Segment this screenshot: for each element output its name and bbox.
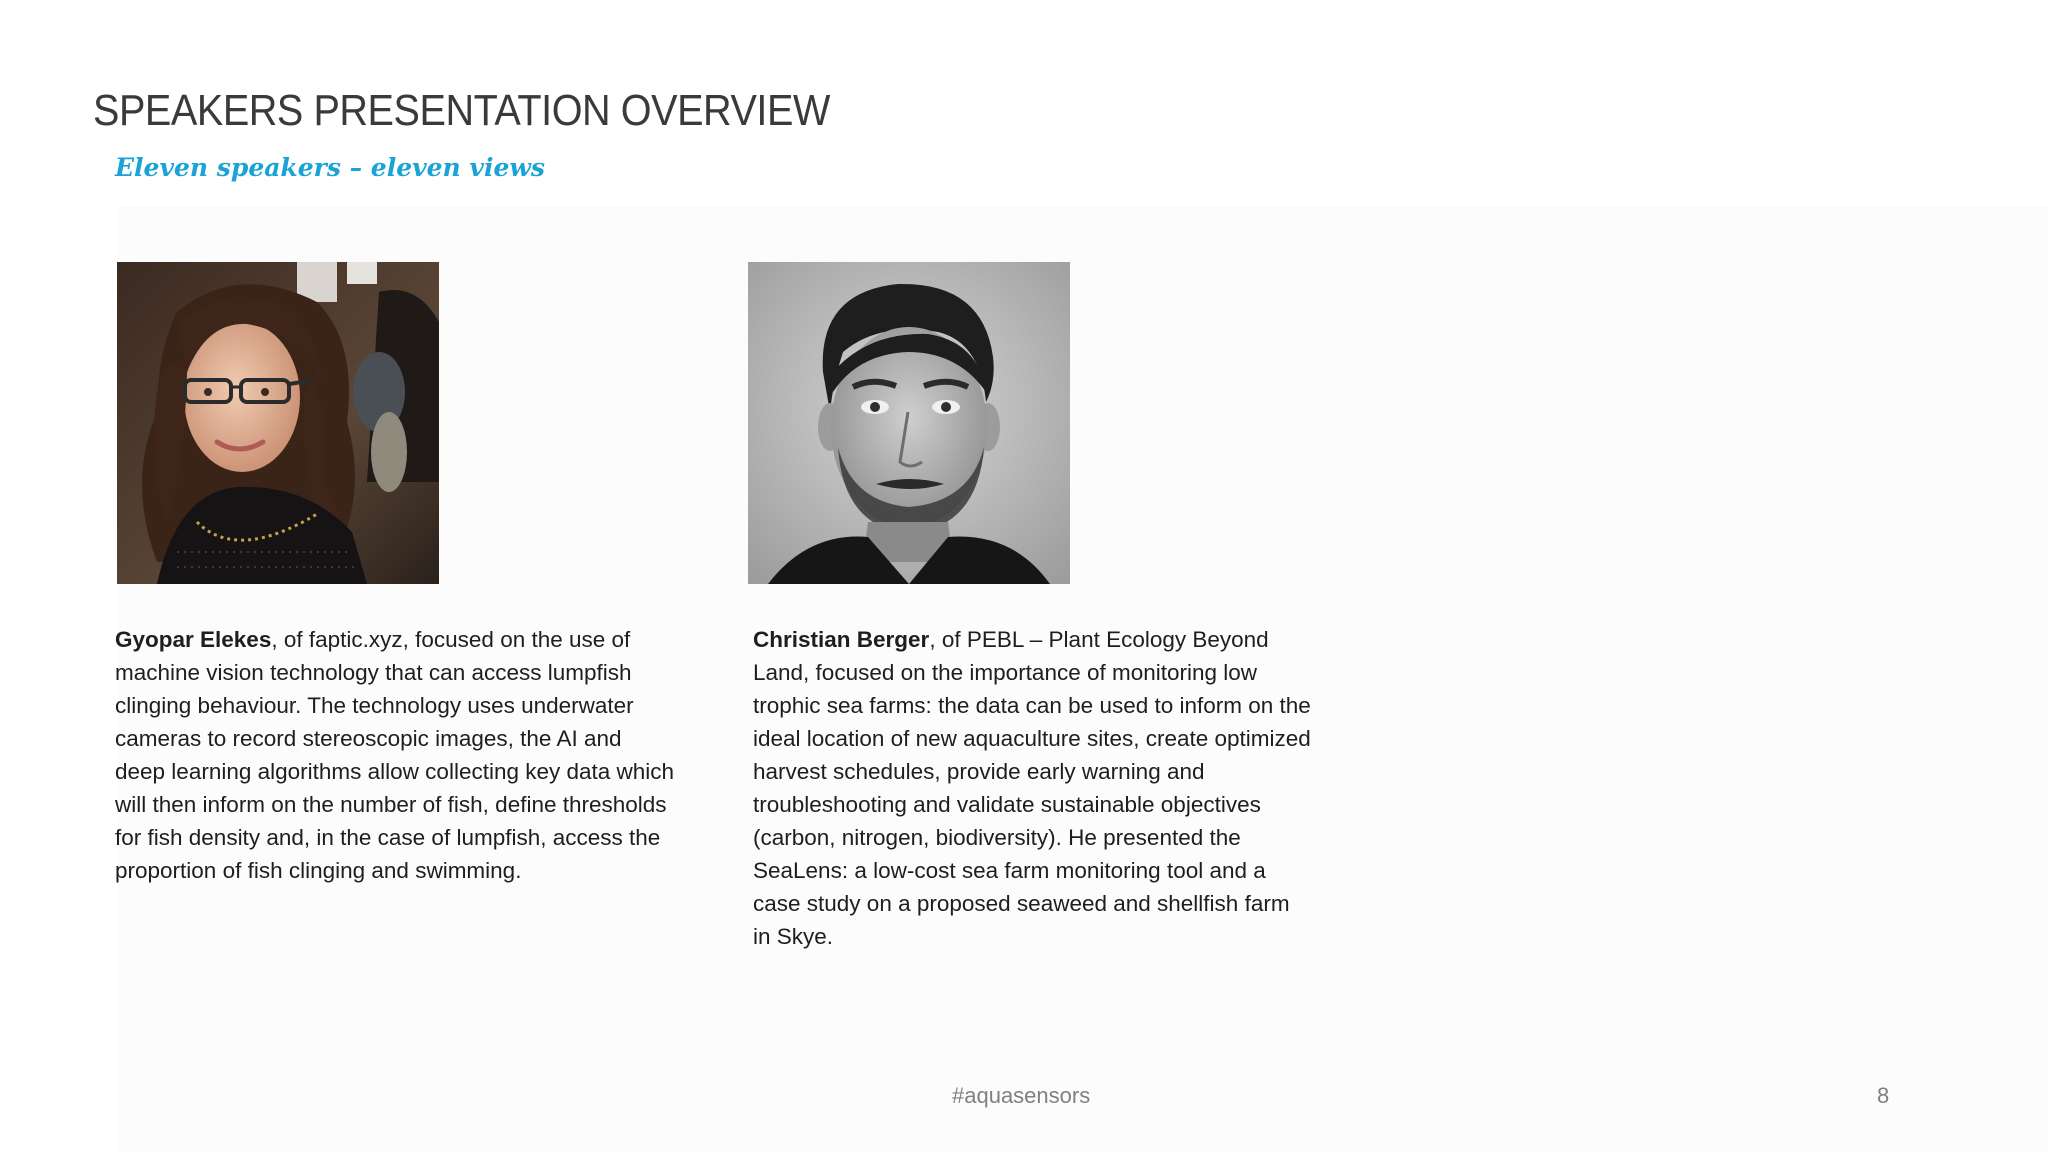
speaker-photo-christian-berger <box>748 262 1070 584</box>
speaker-photo-gyopar-elekes <box>117 262 439 584</box>
speaker-name: Gyopar Elekes <box>115 627 272 652</box>
slide-title: SPEAKERS PRESENTATION OVERVIEW <box>93 86 830 135</box>
portrait-image <box>117 262 439 584</box>
speaker-name: Christian Berger <box>753 627 930 652</box>
speaker-bio-text: , of PEBL – Plant Ecology Beyond Land, focused on the importance of monitoring low trophic sea farms: the data can be used to inform on the ideal location of new aquaculture sites, create optimized harvest schedules, provide early warning and troubleshooting and validate sustainable objectives (carbon, nitrogen, biodiversity). He presented the SeaLens: a low-cost sea farm monitoring tool and a case study on a proposed seaweed and shellfish farm in Skye. <box>753 627 1311 949</box>
footer-hashtag: #aquasensors <box>952 1083 1091 1108</box>
slide-subtitle: Eleven speakers – eleven views <box>115 153 545 182</box>
speaker-bio-gyopar-elekes <box>115 623 675 887</box>
page-number: 8 <box>1877 1083 1890 1108</box>
speaker-bio-christian-berger <box>753 623 1313 953</box>
speaker-bio-text: , of faptic.xyz, focused on the use of machine vision technology that can access lumpfish clinging behaviour. The technology uses underwater cameras to record stereoscopic images, the AI and deep learning algorithms allow collecting key data which will then inform on the number of fish, define thresholds for fish density and, in the case of lumpfish, access the proportion of fish clinging and swimming. <box>115 627 675 883</box>
portrait-image <box>748 262 1070 584</box>
